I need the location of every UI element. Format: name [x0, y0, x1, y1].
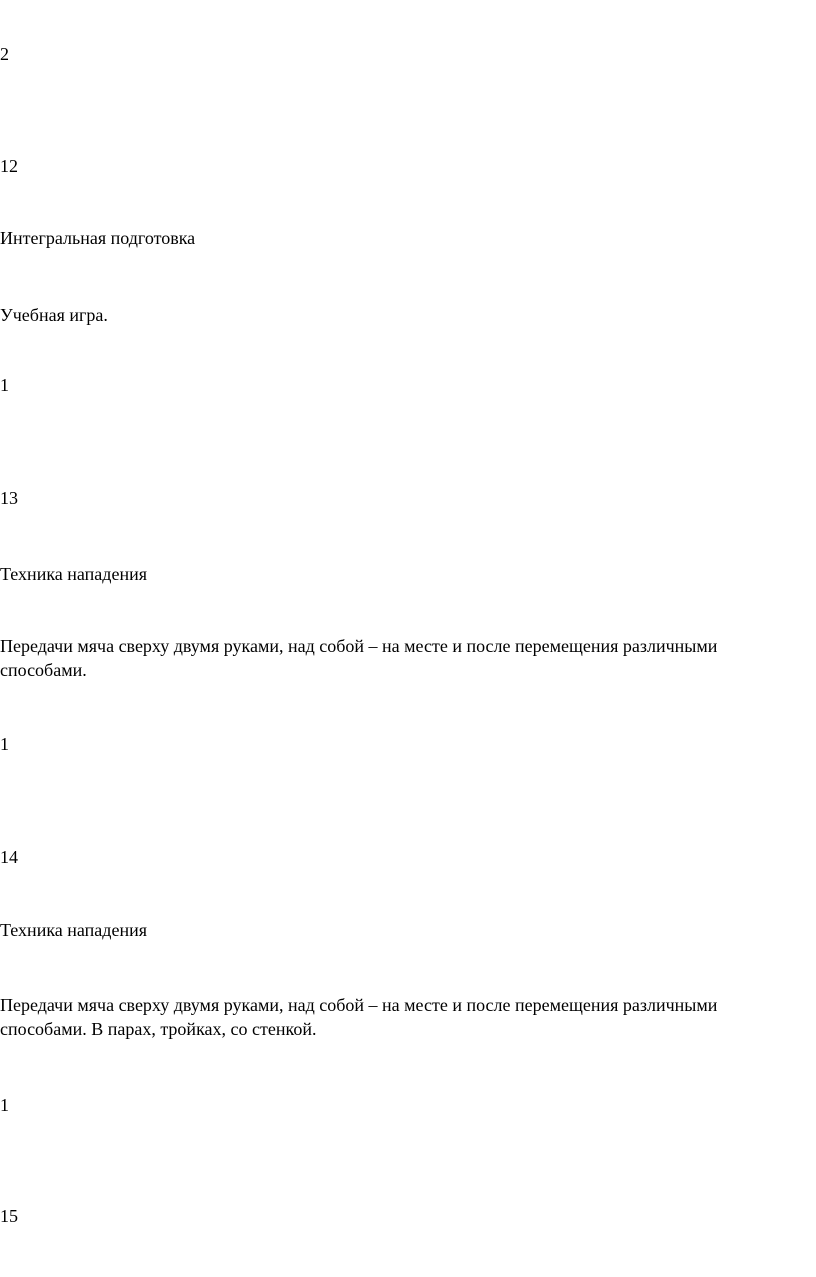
lesson-number: 14	[0, 847, 18, 867]
hours-value: 1	[0, 375, 9, 395]
lesson-number: 15	[0, 1206, 18, 1226]
lesson-number: 12	[0, 156, 18, 176]
hours-value: 1	[0, 734, 9, 754]
section-name: Техника нападения	[0, 920, 147, 940]
lesson-topic: Передачи мяча сверху двумя руками, над собой – на месте и после перемещения различными способами. В парах, тройках, со стенкой.	[0, 995, 722, 1039]
lesson-topic: Учебная игра.	[0, 305, 108, 325]
section-name: Техника нападения	[0, 564, 147, 584]
hours-value: 1	[0, 1095, 9, 1115]
lesson-topic: Передачи мяча сверху двумя руками, над собой – на месте и после перемещения различными способами.	[0, 636, 722, 680]
hours-value: 2	[0, 44, 9, 64]
lesson-number: 13	[0, 488, 18, 508]
section-name: Интегральная подготовка	[0, 228, 196, 248]
